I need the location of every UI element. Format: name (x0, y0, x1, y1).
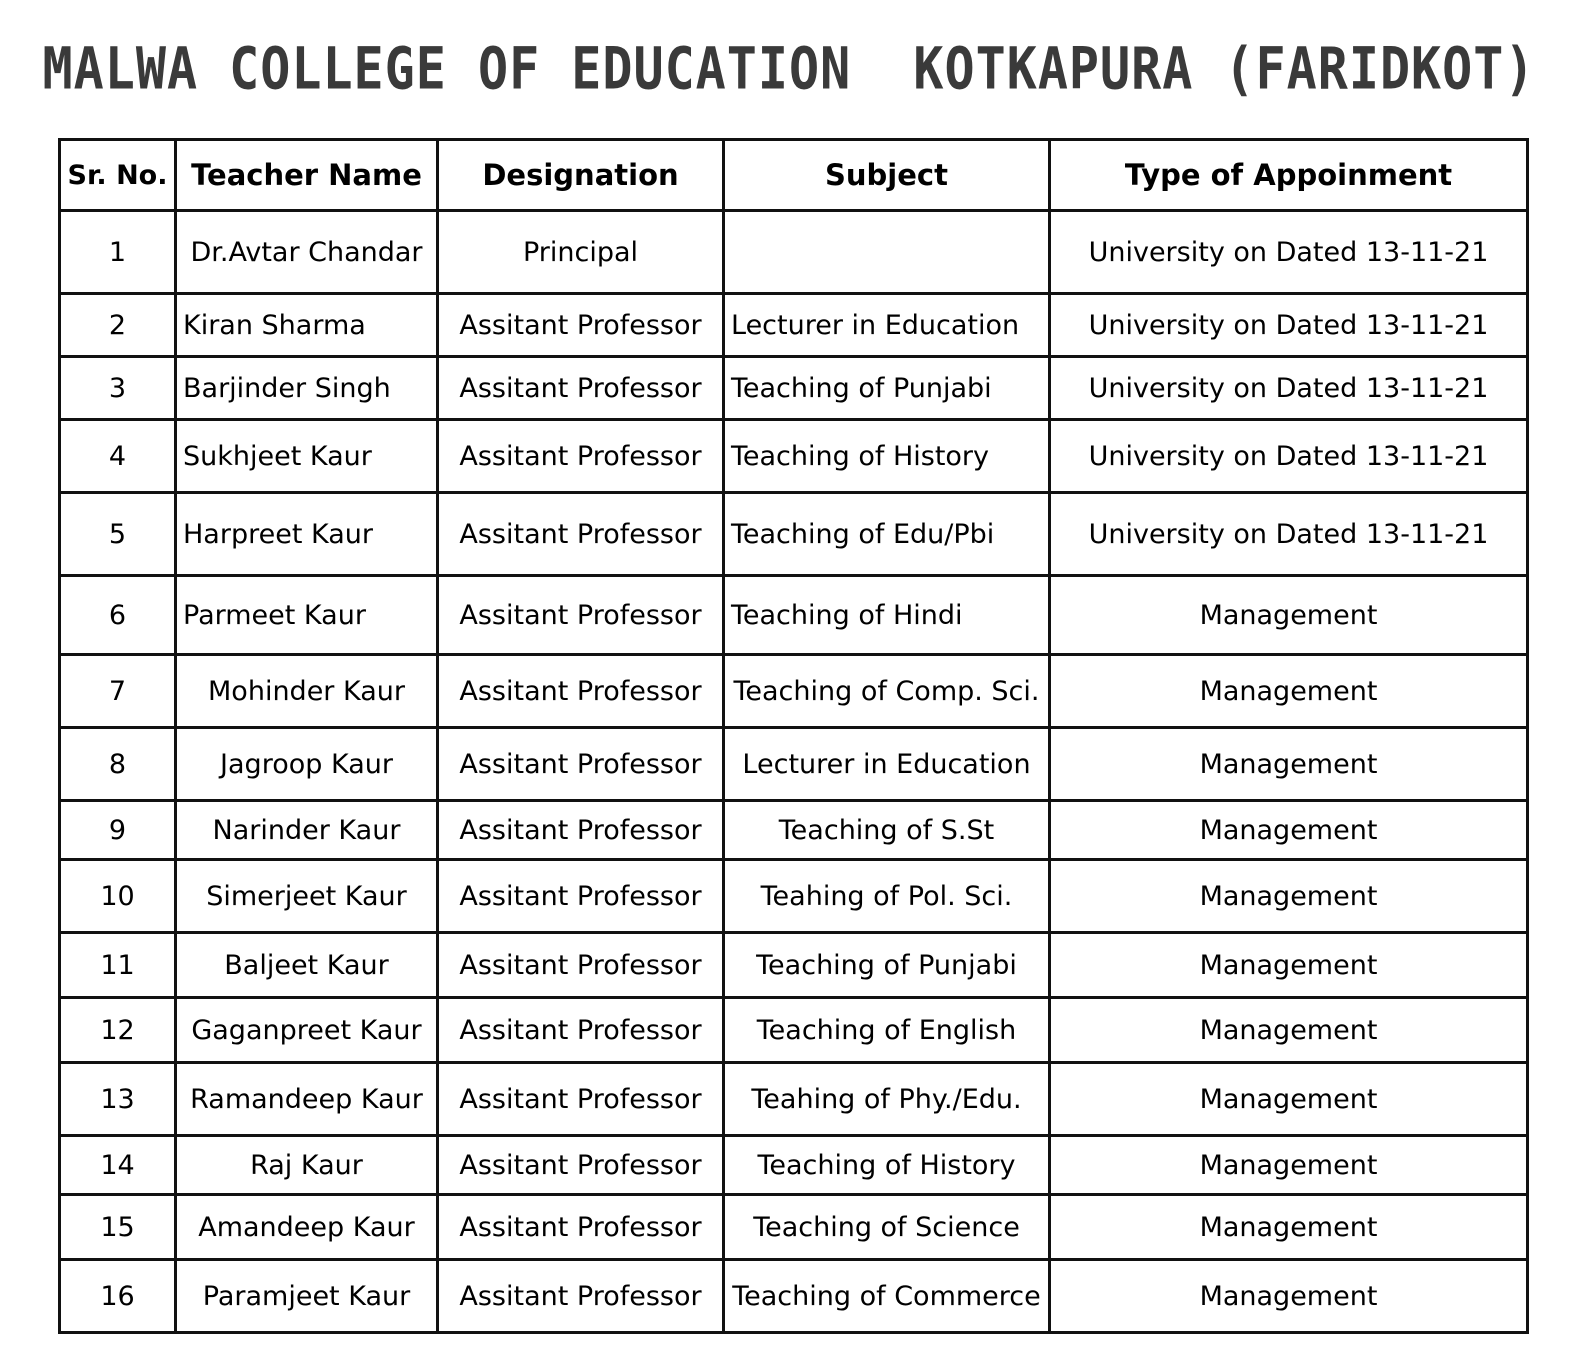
cell-designation: Assitant Professor (438, 801, 724, 860)
table-row (60, 357, 1528, 420)
table-row (60, 1063, 1528, 1136)
cell-type-of-appointment: University on Dated 13-11-21 (1050, 493, 1528, 576)
cell-type-of-appointment: University on Dated 13-11-21 (1050, 357, 1528, 420)
cell-subject: Teaching of History (724, 1136, 1050, 1195)
cell-teacher-name: Harpreet Kaur (176, 493, 438, 576)
cell-sr-no: 16 (60, 1260, 176, 1333)
cell-subject: Teahing of Phy./Edu. (724, 1063, 1050, 1136)
cell-type-of-appointment: University on Dated 13-11-21 (1050, 211, 1528, 294)
cell-sr-no: 10 (60, 860, 176, 933)
cell-type-of-appointment: University on Dated 13-11-21 (1050, 294, 1528, 357)
cell-teacher-name: Mohinder Kaur (176, 655, 438, 728)
table-row (60, 860, 1528, 933)
cell-subject: Teahing of Pol. Sci. (724, 860, 1050, 933)
cell-designation: Assitant Professor (438, 294, 724, 357)
cell-subject: Teaching of Comp. Sci. (724, 655, 1050, 728)
cell-sr-no: 4 (60, 420, 176, 493)
cell-sr-no: 11 (60, 933, 176, 998)
table-row (60, 933, 1528, 998)
table-row (60, 493, 1528, 576)
table-row (60, 801, 1528, 860)
cell-teacher-name: Sukhjeet Kaur (176, 420, 438, 493)
cell-sr-no: 8 (60, 728, 176, 801)
cell-teacher-name: Kiran Sharma (176, 294, 438, 357)
cell-teacher-name: Paramjeet Kaur (176, 1260, 438, 1333)
table-row (60, 420, 1528, 493)
cell-type-of-appointment: Management (1050, 1136, 1528, 1195)
cell-type-of-appointment: Management (1050, 728, 1528, 801)
page-title: MALWA COLLEGE OF EDUCATION KOTKAPURA (FARIDKOT) (42, 35, 1536, 103)
cell-designation: Assitant Professor (438, 493, 724, 576)
table-row (60, 576, 1528, 655)
cell-teacher-name: Baljeet Kaur (176, 933, 438, 998)
table-row (60, 998, 1528, 1063)
cell-type-of-appointment: Management (1050, 801, 1528, 860)
cell-designation: Assitant Professor (438, 1260, 724, 1333)
cell-type-of-appointment: Management (1050, 655, 1528, 728)
header-designation: Designation (438, 140, 724, 211)
cell-type-of-appointment: Management (1050, 1260, 1528, 1333)
cell-designation: Assitant Professor (438, 998, 724, 1063)
table-row (60, 294, 1528, 357)
cell-designation: Assitant Professor (438, 1063, 724, 1136)
staff-table (58, 138, 1529, 1334)
cell-designation: Assitant Professor (438, 576, 724, 655)
cell-subject: Teaching of Commerce (724, 1260, 1050, 1333)
cell-teacher-name: Narinder Kaur (176, 801, 438, 860)
table-row (60, 211, 1528, 294)
cell-teacher-name: Barjinder Singh (176, 357, 438, 420)
cell-type-of-appointment: University on Dated 13-11-21 (1050, 420, 1528, 493)
header-type-of-appointment: Type of Appoinment (1050, 140, 1528, 211)
cell-teacher-name: Dr.Avtar Chandar (176, 211, 438, 294)
cell-subject: Teaching of Edu/Pbi (724, 493, 1050, 576)
cell-subject: Teaching of History (724, 420, 1050, 493)
cell-designation: Principal (438, 211, 724, 294)
cell-teacher-name: Amandeep Kaur (176, 1195, 438, 1260)
cell-designation: Assitant Professor (438, 420, 724, 493)
cell-subject: Teaching of English (724, 998, 1050, 1063)
table-row (60, 1260, 1528, 1333)
cell-sr-no: 15 (60, 1195, 176, 1260)
header-subject: Subject (724, 140, 1050, 211)
cell-subject: Teaching of S.St (724, 801, 1050, 860)
table-header-row (60, 140, 1528, 211)
cell-teacher-name: Gaganpreet Kaur (176, 998, 438, 1063)
cell-subject: Teaching of Hindi (724, 576, 1050, 655)
cell-type-of-appointment: Management (1050, 860, 1528, 933)
cell-designation: Assitant Professor (438, 1136, 724, 1195)
cell-type-of-appointment: Management (1050, 1063, 1528, 1136)
cell-subject (724, 211, 1050, 294)
cell-subject: Teaching of Punjabi (724, 357, 1050, 420)
cell-subject: Lecturer in Education (724, 728, 1050, 801)
cell-subject: Lecturer in Education (724, 294, 1050, 357)
table-row (60, 728, 1528, 801)
cell-sr-no: 14 (60, 1136, 176, 1195)
cell-sr-no: 13 (60, 1063, 176, 1136)
cell-designation: Assitant Professor (438, 655, 724, 728)
cell-designation: Assitant Professor (438, 728, 724, 801)
cell-subject: Teaching of Punjabi (724, 933, 1050, 998)
cell-designation: Assitant Professor (438, 933, 724, 998)
cell-sr-no: 12 (60, 998, 176, 1063)
cell-sr-no: 6 (60, 576, 176, 655)
cell-sr-no: 9 (60, 801, 176, 860)
header-sr-no: Sr. No. (60, 140, 176, 211)
cell-sr-no: 2 (60, 294, 176, 357)
table-row (60, 1195, 1528, 1260)
cell-type-of-appointment: Management (1050, 998, 1528, 1063)
cell-designation: Assitant Professor (438, 860, 724, 933)
cell-teacher-name: Parmeet Kaur (176, 576, 438, 655)
cell-sr-no: 1 (60, 211, 176, 294)
cell-sr-no: 3 (60, 357, 176, 420)
table-row (60, 1136, 1528, 1195)
cell-sr-no: 5 (60, 493, 176, 576)
table-row (60, 655, 1528, 728)
cell-subject: Teaching of Science (724, 1195, 1050, 1260)
cell-type-of-appointment: Management (1050, 1195, 1528, 1260)
cell-type-of-appointment: Management (1050, 933, 1528, 998)
cell-designation: Assitant Professor (438, 1195, 724, 1260)
cell-sr-no: 7 (60, 655, 176, 728)
cell-designation: Assitant Professor (438, 357, 724, 420)
cell-teacher-name: Simerjeet Kaur (176, 860, 438, 933)
cell-teacher-name: Raj Kaur (176, 1136, 438, 1195)
cell-teacher-name: Jagroop Kaur (176, 728, 438, 801)
cell-teacher-name: Ramandeep Kaur (176, 1063, 438, 1136)
cell-type-of-appointment: Management (1050, 576, 1528, 655)
header-teacher-name: Teacher Name (176, 140, 438, 211)
